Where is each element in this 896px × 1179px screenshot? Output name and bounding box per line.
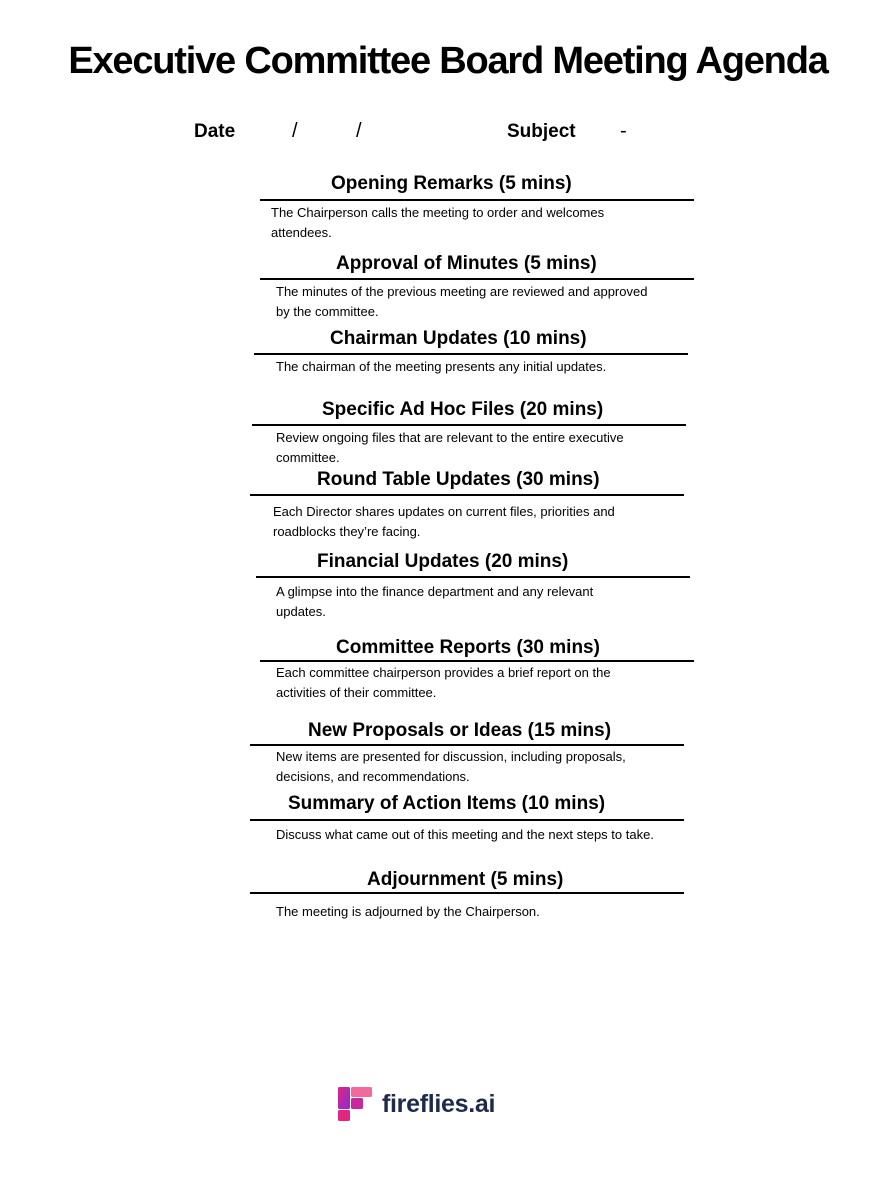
section-divider — [260, 278, 694, 280]
section-divider — [250, 892, 684, 894]
section-description: A glimpse into the finance department and any relevant updates. — [276, 584, 594, 619]
section-divider — [250, 494, 684, 496]
section-title-committee-reports: Committee Reports (30 mins) — [336, 637, 600, 658]
section-title-ad-hoc-files: Specific Ad Hoc Files (20 mins) — [322, 399, 604, 420]
section-title-opening-remarks: Opening Remarks (5 mins) — [331, 173, 572, 194]
section-title-round-table-updates: Round Table Updates (30 mins) — [317, 469, 600, 490]
section-title-financial-updates: Financial Updates (20 mins) — [317, 551, 569, 572]
section-divider — [252, 424, 686, 426]
section-divider — [250, 744, 684, 746]
fireflies-logo — [338, 1086, 495, 1122]
date-label: Date — [194, 121, 236, 142]
section-description: The meeting is adjourned by the Chairperson. — [276, 904, 540, 919]
page-title: Executive Committee Board Meeting Agenda — [68, 40, 828, 82]
section-description: Each committee chairperson provides a brief report on the activities of their committee. — [276, 665, 611, 700]
section-description: New items are presented for discussion, including proposals, decisions, and recommendations. — [276, 749, 626, 784]
section-description: The minutes of the previous meeting are reviewed and approved by the committee. — [276, 284, 648, 319]
section-divider — [260, 199, 694, 201]
section-title-adjournment: Adjournment (5 mins) — [367, 869, 564, 890]
subject-label: Subject — [507, 121, 576, 142]
section-title-approval-of-minutes: Approval of Minutes (5 mins) — [336, 253, 597, 274]
section-divider — [256, 576, 690, 578]
section-title-action-items: Summary of Action Items (10 mins) — [288, 793, 606, 814]
section-description: Discuss what came out of this meeting and the next steps to take. — [276, 827, 654, 842]
section-description: Each Director shares updates on current files, priorities and roadblocks they’re facing. — [273, 504, 615, 539]
subject-value: - — [620, 120, 627, 142]
section-title-chairman-updates: Chairman Updates (10 mins) — [330, 328, 587, 349]
date-separator-2: / — [356, 120, 362, 142]
section-description: The chairman of the meeting presents any initial updates. — [276, 359, 607, 374]
section-description: Review ongoing files that are relevant to the entire executive committee. — [276, 430, 624, 465]
date-separator-1: / — [292, 120, 298, 142]
section-title-new-proposals: New Proposals or Ideas (15 mins) — [308, 720, 612, 741]
fireflies-logo-icon — [338, 1087, 372, 1121]
section-description: The Chairperson calls the meeting to order and welcomes attendees. — [271, 205, 605, 240]
section-divider — [254, 353, 688, 355]
fireflies-logo-text: fireflies.ai — [382, 1089, 496, 1118]
section-divider — [250, 819, 684, 821]
section-divider — [260, 660, 694, 662]
